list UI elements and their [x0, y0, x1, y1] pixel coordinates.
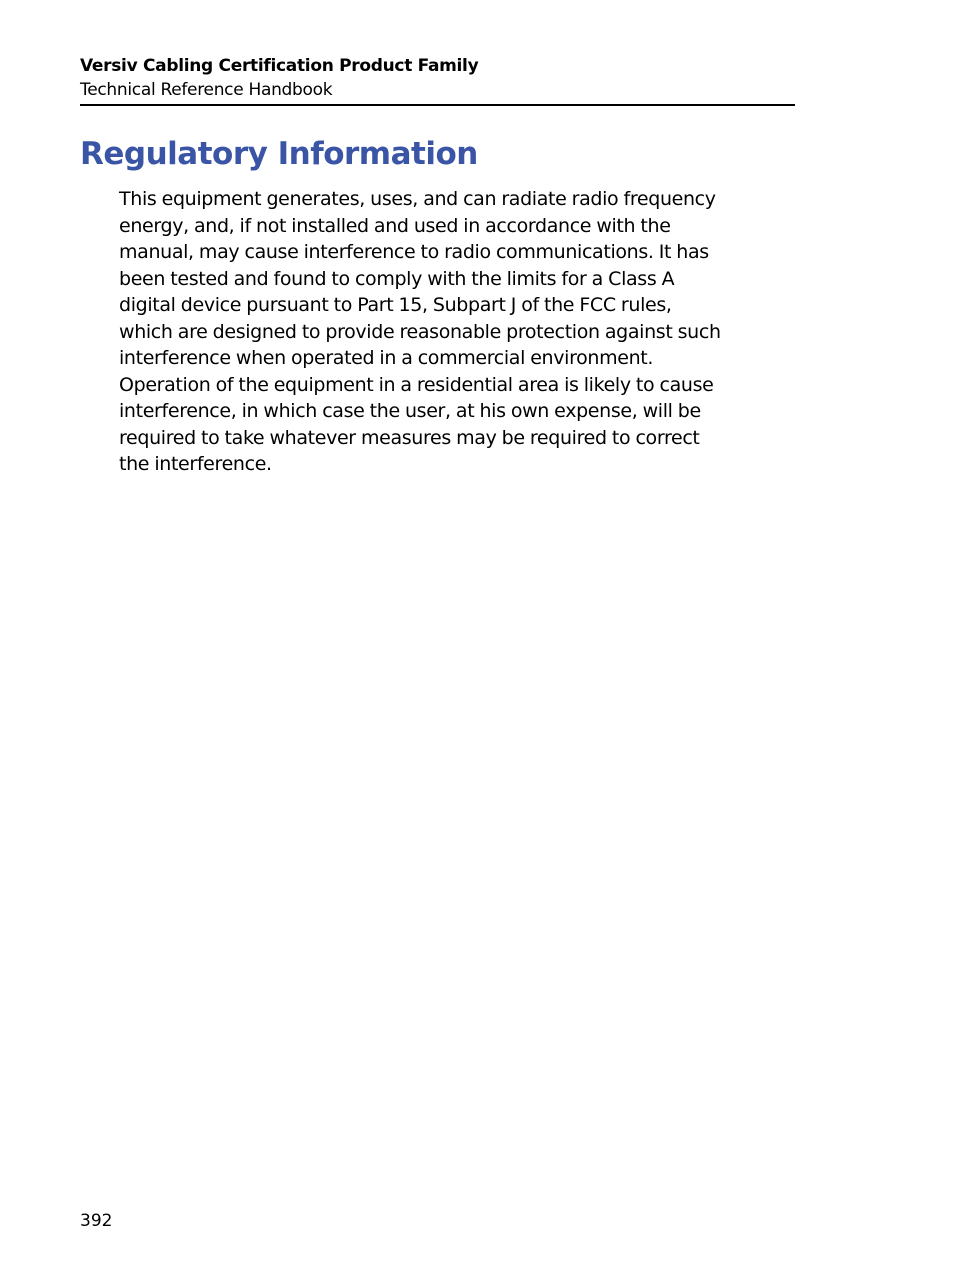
- body-line: digital device pursuant to Part 15, Subpart J of the FCC rules,: [119, 294, 672, 316]
- page-title: Regulatory Information: [80, 136, 478, 172]
- body-line: interference when operated in a commercial environment.: [119, 347, 654, 369]
- header-title: Versiv Cabling Certification Product Family: [80, 56, 479, 76]
- body-line: interference, in which case the user, at his own expense, will be: [119, 400, 701, 422]
- body-line: required to take whatever measures may be required to correct: [119, 426, 700, 449]
- body-line: This equipment generates, uses, and can radiate radio frequency: [119, 188, 716, 210]
- body-line: the interference.: [119, 453, 272, 475]
- body-line: which are designed to provide reasonable protection against such: [119, 320, 721, 343]
- running-header: [80, 54, 795, 106]
- page-number: 392: [80, 1211, 113, 1231]
- body-paragraph: [119, 186, 793, 478]
- body-line: manual, may cause interference to radio communications. It has: [119, 241, 709, 263]
- header-subtitle: Technical Reference Handbook: [80, 80, 333, 100]
- body-line: been tested and found to comply with the limits for a Class A: [119, 267, 675, 290]
- body-line: energy, and, if not installed and used in accordance with the: [119, 214, 671, 237]
- body-line: Operation of the equipment in a residential area is likely to cause: [119, 373, 714, 396]
